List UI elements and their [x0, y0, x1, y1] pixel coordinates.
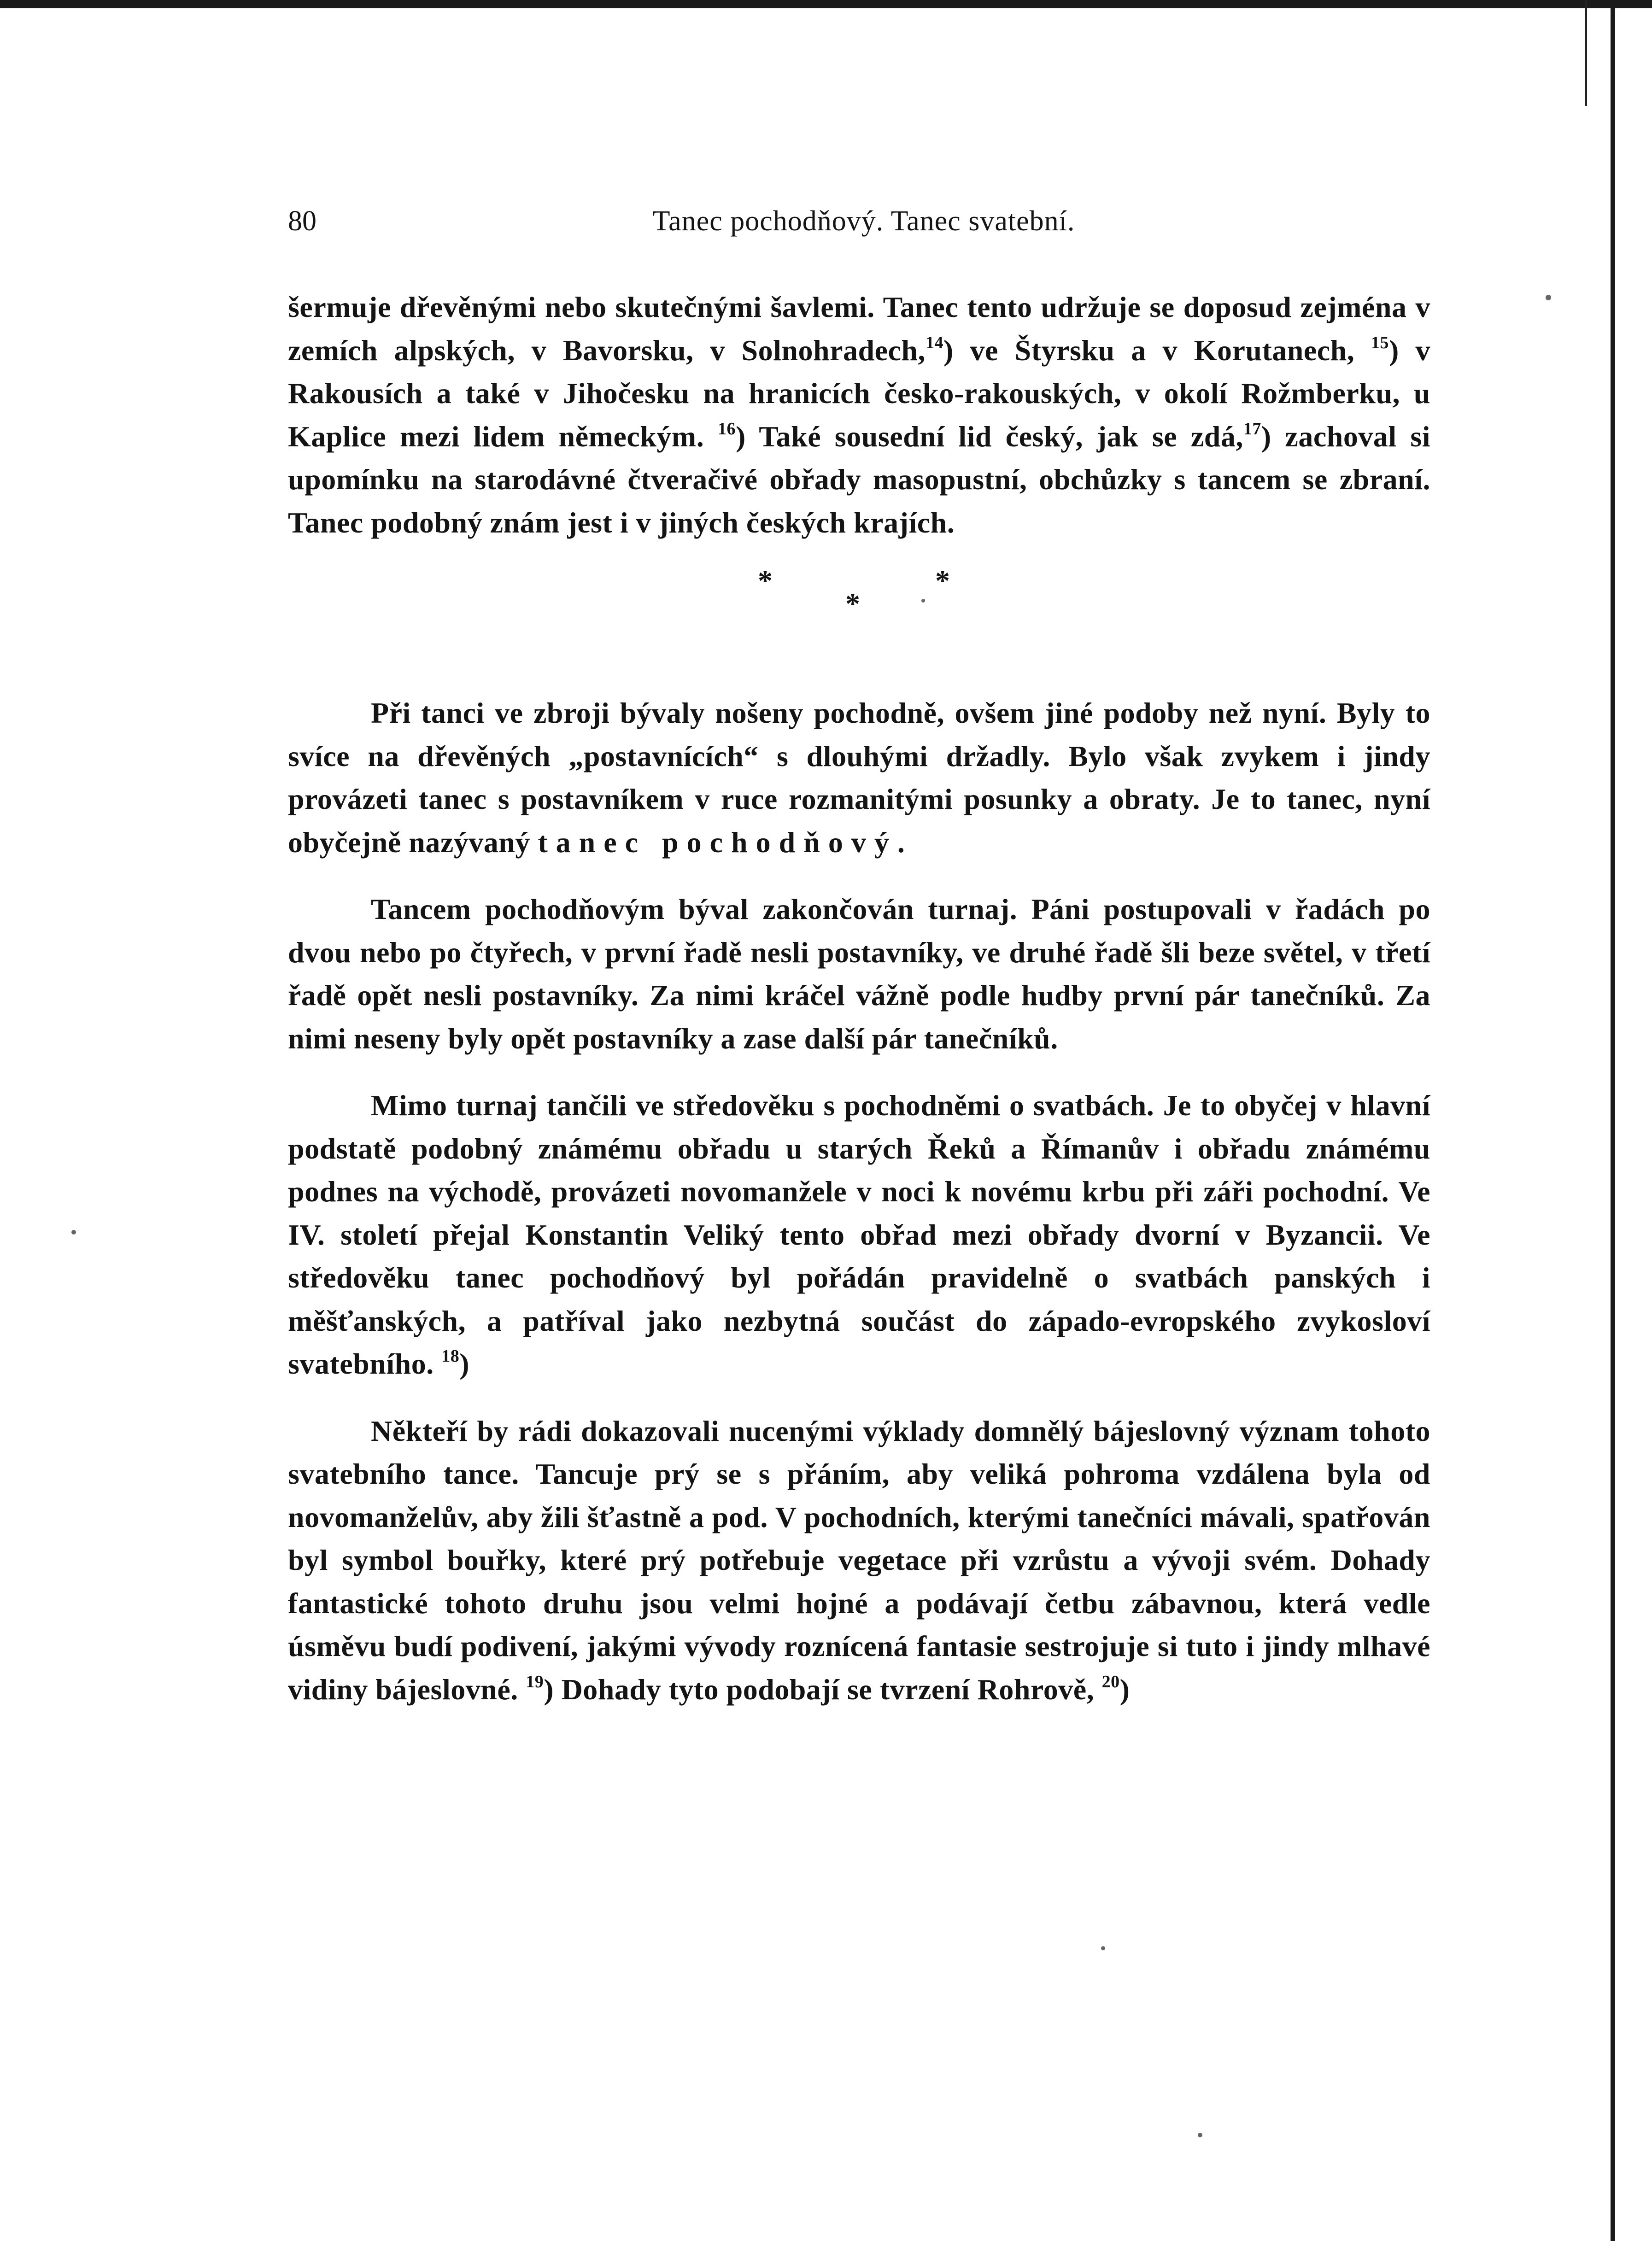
footnote-ref-18[interactable]: 18	[441, 1346, 460, 1366]
scan-speck	[1101, 1946, 1105, 1950]
text-span: ) ve Štyrsku a v Korutanech,	[943, 334, 1355, 367]
paragraph-5	[288, 1410, 1430, 1711]
running-title: Tanec pochodňový. Tanec svatební.	[652, 205, 1075, 237]
page-header	[288, 203, 1440, 240]
paragraph-1	[288, 286, 1430, 544]
footnote-ref-15[interactable]: 15	[1371, 333, 1389, 352]
scan-border-right	[1611, 0, 1615, 2241]
footnote-ref-14[interactable]: 14	[926, 333, 943, 352]
paragraph-2	[288, 691, 1430, 864]
paragraph-4	[288, 1084, 1430, 1386]
asterisk: *	[935, 564, 950, 597]
page-number: 80	[288, 205, 316, 237]
footnote-ref-20[interactable]: 20	[1101, 1672, 1120, 1691]
text-span: Tancem pochodňovým býval zakončován turnaj. Páni postupovali v řadách po dvou nebo po čtyřech, v první řadě nesli postavníky, ve druhé řadě šli beze světel, v třetí řadě opět nesli postavníky. Za nimi kráčel vážně podle hudby první pár tanečníků. Za nimi neseny byly opět postavníky a zase další pár tanečníků.	[288, 893, 1430, 1055]
footnote-ref-17[interactable]: 17	[1243, 419, 1261, 439]
text-span: ) zachoval si upomínku na starodávné čtveračivé obřady masopustní, obchůzky s tancem se zbraní. Tanec podobný znám jest i v jiných českých krajích.	[288, 420, 1431, 539]
scan-border-right-inner	[1585, 0, 1587, 106]
text-span: šermuje dřevěnými nebo skutečnými šavlemi. Tanec tento udržuje se doposud zejména v zemích alpských, v Bavorsku, v Solnohradech,	[288, 291, 1430, 367]
text-span: Někteří by rádi dokazovali nucenými výklady domnělý bájeslovný význam tohoto svatebního tance. Tancuje prý se s přáním, aby veliká pohroma vzdálena byla od novomanželův, aby žili šťastně a pod. V pochodních, kterými tanečníci mávali, spatřován byl symbol bouřky, které prý potřebuje vegetace při vzrůstu a vývoji svém. Dohady fantastické tohoto druhu jsou velmi hojné a podávají četbu zábavnou, která vedle úsměvu budí podivení, jakými vývody roznícená fantasie sestrojuje si tuto i jindy mlhavé vidiny bájeslovné.	[288, 1414, 1430, 1706]
text-span: )	[1119, 1673, 1130, 1706]
paragraph-3	[288, 888, 1430, 1060]
scan-speck	[921, 599, 925, 603]
text-span: .	[897, 825, 905, 859]
scan-speck	[71, 1230, 76, 1235]
text-span: ) Také sousední lid český, jak se zdá,	[735, 420, 1243, 453]
footnote-ref-19[interactable]: 19	[526, 1672, 544, 1691]
scan-border-top	[0, 0, 1652, 8]
footnote-ref-16[interactable]: 16	[717, 419, 736, 439]
text-span: Při tanci ve zbroji bývaly nošeny pochodně, ovšem jiné podoby než nyní. Byly to svíce na dřevěných „postavnících“ s dlouhými držadly. Bylo však zvykem i jindy provázeti tanec s postavníkem v ruce rozmanitými posunky a obraty. Je to tanec, nyní obyčejně nazývaný	[288, 696, 1430, 859]
scan-speck	[1546, 295, 1551, 300]
text-span: ) v Rakousích a také v Jihočesku na hranicích česko-rakouských, v okolí Rožmberku, u Kaplice mezi lidem německým.	[288, 334, 1431, 453]
text-span: Mimo turnaj tančili ve středověku s pochodněmi o svatbách. Je to obyčej v hlavní podstatě podobný známému obřadu u starých Řeků a Římanův i obřadu známému podnes na východě, provázeti novomanžele v noci k novému krbu při záři pochodní. Ve IV. století přejal Konstantin Veliký tento obřad mezi obřady dvorní v Byzancii. Ve středověku tanec pochodňový byl pořádán pravidelně o svatbách panských i měšťanských, a patříval jako nezbytná součást do západo-evropského zvykosloví svatebního.	[288, 1089, 1430, 1380]
emphasized-term: tanec pochodňový	[538, 825, 897, 859]
text-span: ) Dohady tyto podobají se tvrzení Rohrově,	[544, 1673, 1095, 1706]
asterisk: *	[845, 587, 860, 620]
text-span: )	[459, 1347, 469, 1380]
asterisk: *	[758, 564, 773, 597]
section-separator	[288, 544, 1430, 691]
scan-speck	[1198, 2133, 1202, 2137]
page-body	[288, 286, 1430, 1711]
